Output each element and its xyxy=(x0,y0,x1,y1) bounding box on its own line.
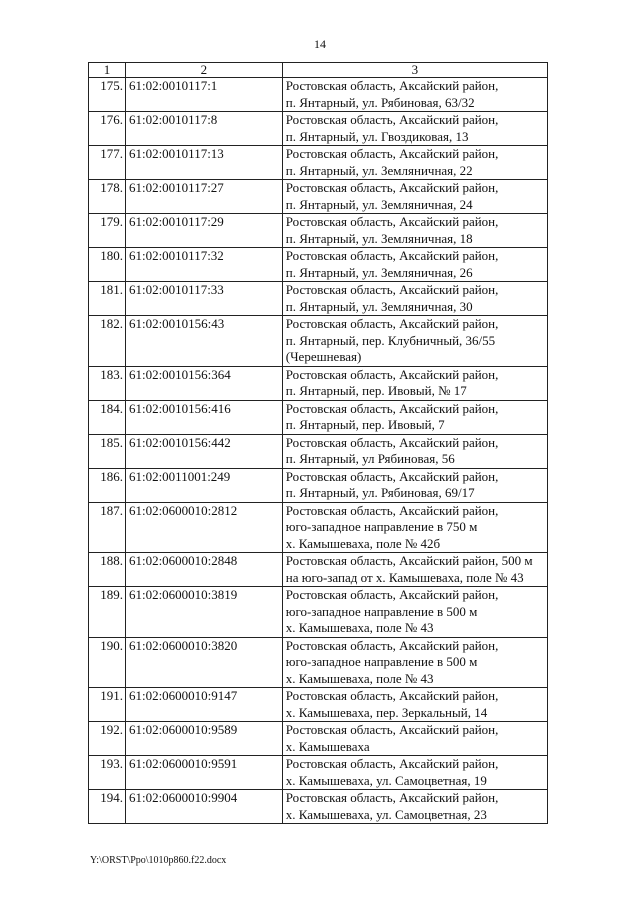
address-cell xyxy=(282,637,547,688)
table-row xyxy=(89,688,548,722)
address-line: п. Янтарный, ул. Земляничная, 22 xyxy=(285,162,473,178)
row-number: 176. xyxy=(89,112,126,146)
address-line: Ростовская область, Аксайский район, xyxy=(285,587,499,602)
address-line: х. Камышеваха, поле № 42б xyxy=(285,535,441,551)
cadastral-number: 61:02:0600010:9591 xyxy=(125,756,282,790)
address-line: юго-западное направление в 500 м xyxy=(285,654,478,669)
address-line: Ростовская область, Аксайский район, xyxy=(285,637,499,653)
address-cell xyxy=(282,502,547,553)
cadastral-number: 61:02:0600010:2812 xyxy=(125,502,282,553)
address-line: п. Янтарный, ул. Рябиновая, 63/32 xyxy=(285,94,475,110)
column-header-number: 1 xyxy=(89,63,126,78)
address-line: Ростовская область, Аксайский район, xyxy=(285,112,499,127)
address-line: Ростовская область, Аксайский район, xyxy=(285,400,499,416)
cadastral-number: 61:02:0600010:3819 xyxy=(125,587,282,638)
table-row xyxy=(89,400,548,434)
address-line: п. Янтарный, ул. Земляничная, 24 xyxy=(285,196,473,212)
address-line: Ростовская область, Аксайский район, xyxy=(285,366,499,382)
address-cell xyxy=(282,180,547,214)
address-cell xyxy=(282,722,547,756)
row-number: 191. xyxy=(89,688,126,722)
table-row xyxy=(89,180,548,214)
table-header-row xyxy=(89,63,548,78)
cadastral-number: 61:02:0010156:43 xyxy=(125,316,282,367)
table-row xyxy=(89,434,548,468)
row-number: 193. xyxy=(89,756,126,790)
address-cell xyxy=(282,688,547,722)
address-line: Ростовская область, Аксайский район, xyxy=(285,722,499,737)
table-row xyxy=(89,637,548,688)
address-line: х. Камышеваха xyxy=(285,738,370,754)
address-cell xyxy=(282,112,547,146)
table-row xyxy=(89,78,548,112)
address-line: Ростовская область, Аксайский район, xyxy=(285,688,499,703)
address-line: п. Янтарный, ул. Земляничная, 18 xyxy=(285,230,473,246)
cadastral-number: 61:02:0010117:29 xyxy=(125,214,282,248)
address-line: х. Камышеваха, поле № 43 xyxy=(285,620,434,635)
table-row xyxy=(89,722,548,756)
cadastral-number: 61:02:0010117:13 xyxy=(125,146,282,180)
row-number: 180. xyxy=(89,248,126,282)
address-line: юго-западное направление в 750 м xyxy=(285,519,478,534)
address-cell xyxy=(282,78,547,112)
address-line: п. Янтарный, ул. Земляничная, 30 xyxy=(285,298,473,314)
address-cell xyxy=(282,756,547,790)
cadastral-number: 61:02:0600010:3820 xyxy=(125,637,282,688)
address-line: п. Янтарный, ул. Гвоздиковая, 13 xyxy=(285,128,469,144)
address-line: Ростовская область, Аксайский район, xyxy=(285,790,499,805)
address-line: (Черешневая) xyxy=(285,349,362,364)
table-row xyxy=(89,248,548,282)
row-number: 192. xyxy=(89,722,126,756)
table-row xyxy=(89,756,548,790)
address-line: Ростовская область, Аксайский район, 500 м xyxy=(285,553,533,568)
address-cell xyxy=(282,316,547,367)
address-line: п. Янтарный, ул. Земляничная, 26 xyxy=(285,264,473,280)
address-line: Ростовская область, Аксайский район, xyxy=(285,434,499,450)
address-line: х. Камышеваха, ул. Самоцветная, 23 xyxy=(285,806,487,822)
cadastral-number: 61:02:0010117:8 xyxy=(125,112,282,146)
cadastral-table xyxy=(88,62,548,824)
row-number: 181. xyxy=(89,282,126,316)
address-cell xyxy=(282,434,547,468)
row-number: 187. xyxy=(89,502,126,553)
address-line: п. Янтарный, пер. Клубничный, 36/55 xyxy=(285,332,496,348)
column-header-address: 3 xyxy=(282,63,547,78)
row-number: 182. xyxy=(89,316,126,367)
row-number: 184. xyxy=(89,400,126,434)
address-line: на юго-запад от х. Камышеваха, поле № 43 xyxy=(285,569,524,585)
address-line: Ростовская область, Аксайский район, xyxy=(285,146,499,161)
row-number: 188. xyxy=(89,553,126,587)
page-number: 14 xyxy=(314,37,326,51)
address-line: х. Камышеваха, пер. Зеркальный, 14 xyxy=(285,704,488,720)
address-line: Ростовская область, Аксайский район, xyxy=(285,282,499,297)
cadastral-number: 61:02:0010156:364 xyxy=(125,366,282,400)
address-line: п. Янтарный, ул Рябиновая, 56 xyxy=(285,451,455,466)
row-number: 175. xyxy=(89,78,126,112)
address-cell xyxy=(282,214,547,248)
cadastral-number: 61:02:0600010:9147 xyxy=(125,688,282,722)
address-cell xyxy=(282,587,547,638)
table-row xyxy=(89,468,548,502)
address-line: п. Янтарный, пер. Ивовый, 7 xyxy=(285,417,445,432)
cadastral-number: 61:02:0010117:27 xyxy=(125,180,282,214)
cadastral-number: 61:02:0011001:249 xyxy=(125,468,282,502)
cadastral-number: 61:02:0010117:33 xyxy=(125,282,282,316)
row-number: 183. xyxy=(89,366,126,400)
cadastral-number: 61:02:0600010:9904 xyxy=(125,790,282,824)
cadastral-number: 61:02:0600010:2848 xyxy=(125,553,282,587)
address-line: Ростовская область, Аксайский район, xyxy=(285,180,499,195)
row-number: 177. xyxy=(89,146,126,180)
address-cell xyxy=(282,282,547,316)
row-number: 178. xyxy=(89,180,126,214)
address-line: Ростовская область, Аксайский район, xyxy=(285,214,499,229)
row-number: 186. xyxy=(89,468,126,502)
cadastral-number: 61:02:0010156:442 xyxy=(125,434,282,468)
address-line: п. Янтарный, пер. Ивовый, № 17 xyxy=(285,383,467,398)
address-line: Ростовская область, Аксайский район, xyxy=(285,248,499,263)
address-cell xyxy=(282,248,547,282)
table-body xyxy=(89,78,548,824)
cadastral-number: 61:02:0010117:32 xyxy=(125,248,282,282)
address-line: Ростовская область, Аксайский район, xyxy=(285,78,499,93)
address-line: Ростовская область, Аксайский район, xyxy=(285,316,499,331)
row-number: 179. xyxy=(89,214,126,248)
table-row xyxy=(89,366,548,400)
column-header-cadastral: 2 xyxy=(125,63,282,78)
cadastral-number: 61:02:0600010:9589 xyxy=(125,722,282,756)
address-cell xyxy=(282,146,547,180)
cadastral-number: 61:02:0010117:1 xyxy=(125,78,282,112)
file-path-footer: Y:\ORST\Ppo\1010p860.f22.docx xyxy=(90,855,227,866)
cadastral-number: 61:02:0010156:416 xyxy=(125,400,282,434)
table-row xyxy=(89,790,548,824)
table-row xyxy=(89,214,548,248)
address-line: х. Камышеваха, поле № 43 xyxy=(285,670,434,686)
table-row xyxy=(89,316,548,367)
table-row xyxy=(89,282,548,316)
address-line: Ростовская область, Аксайский район, xyxy=(285,468,499,484)
address-cell xyxy=(282,400,547,434)
row-number: 185. xyxy=(89,434,126,468)
table-row xyxy=(89,146,548,180)
address-cell xyxy=(282,790,547,824)
address-line: юго-западное направление в 500 м xyxy=(285,603,478,619)
address-line: х. Камышеваха, ул. Самоцветная, 19 xyxy=(285,772,487,788)
address-line: Ростовская область, Аксайский район, xyxy=(285,756,499,771)
address-line: Ростовская область, Аксайский район, xyxy=(285,502,499,518)
row-number: 189. xyxy=(89,587,126,638)
address-cell xyxy=(282,468,547,502)
address-cell xyxy=(282,366,547,400)
address-line: п. Янтарный, ул. Рябиновая, 69/17 xyxy=(285,485,475,500)
table-row xyxy=(89,112,548,146)
table-row xyxy=(89,553,548,587)
table-row xyxy=(89,587,548,638)
table-row xyxy=(89,502,548,553)
row-number: 194. xyxy=(89,790,126,824)
row-number: 190. xyxy=(89,637,126,688)
address-cell xyxy=(282,553,547,587)
